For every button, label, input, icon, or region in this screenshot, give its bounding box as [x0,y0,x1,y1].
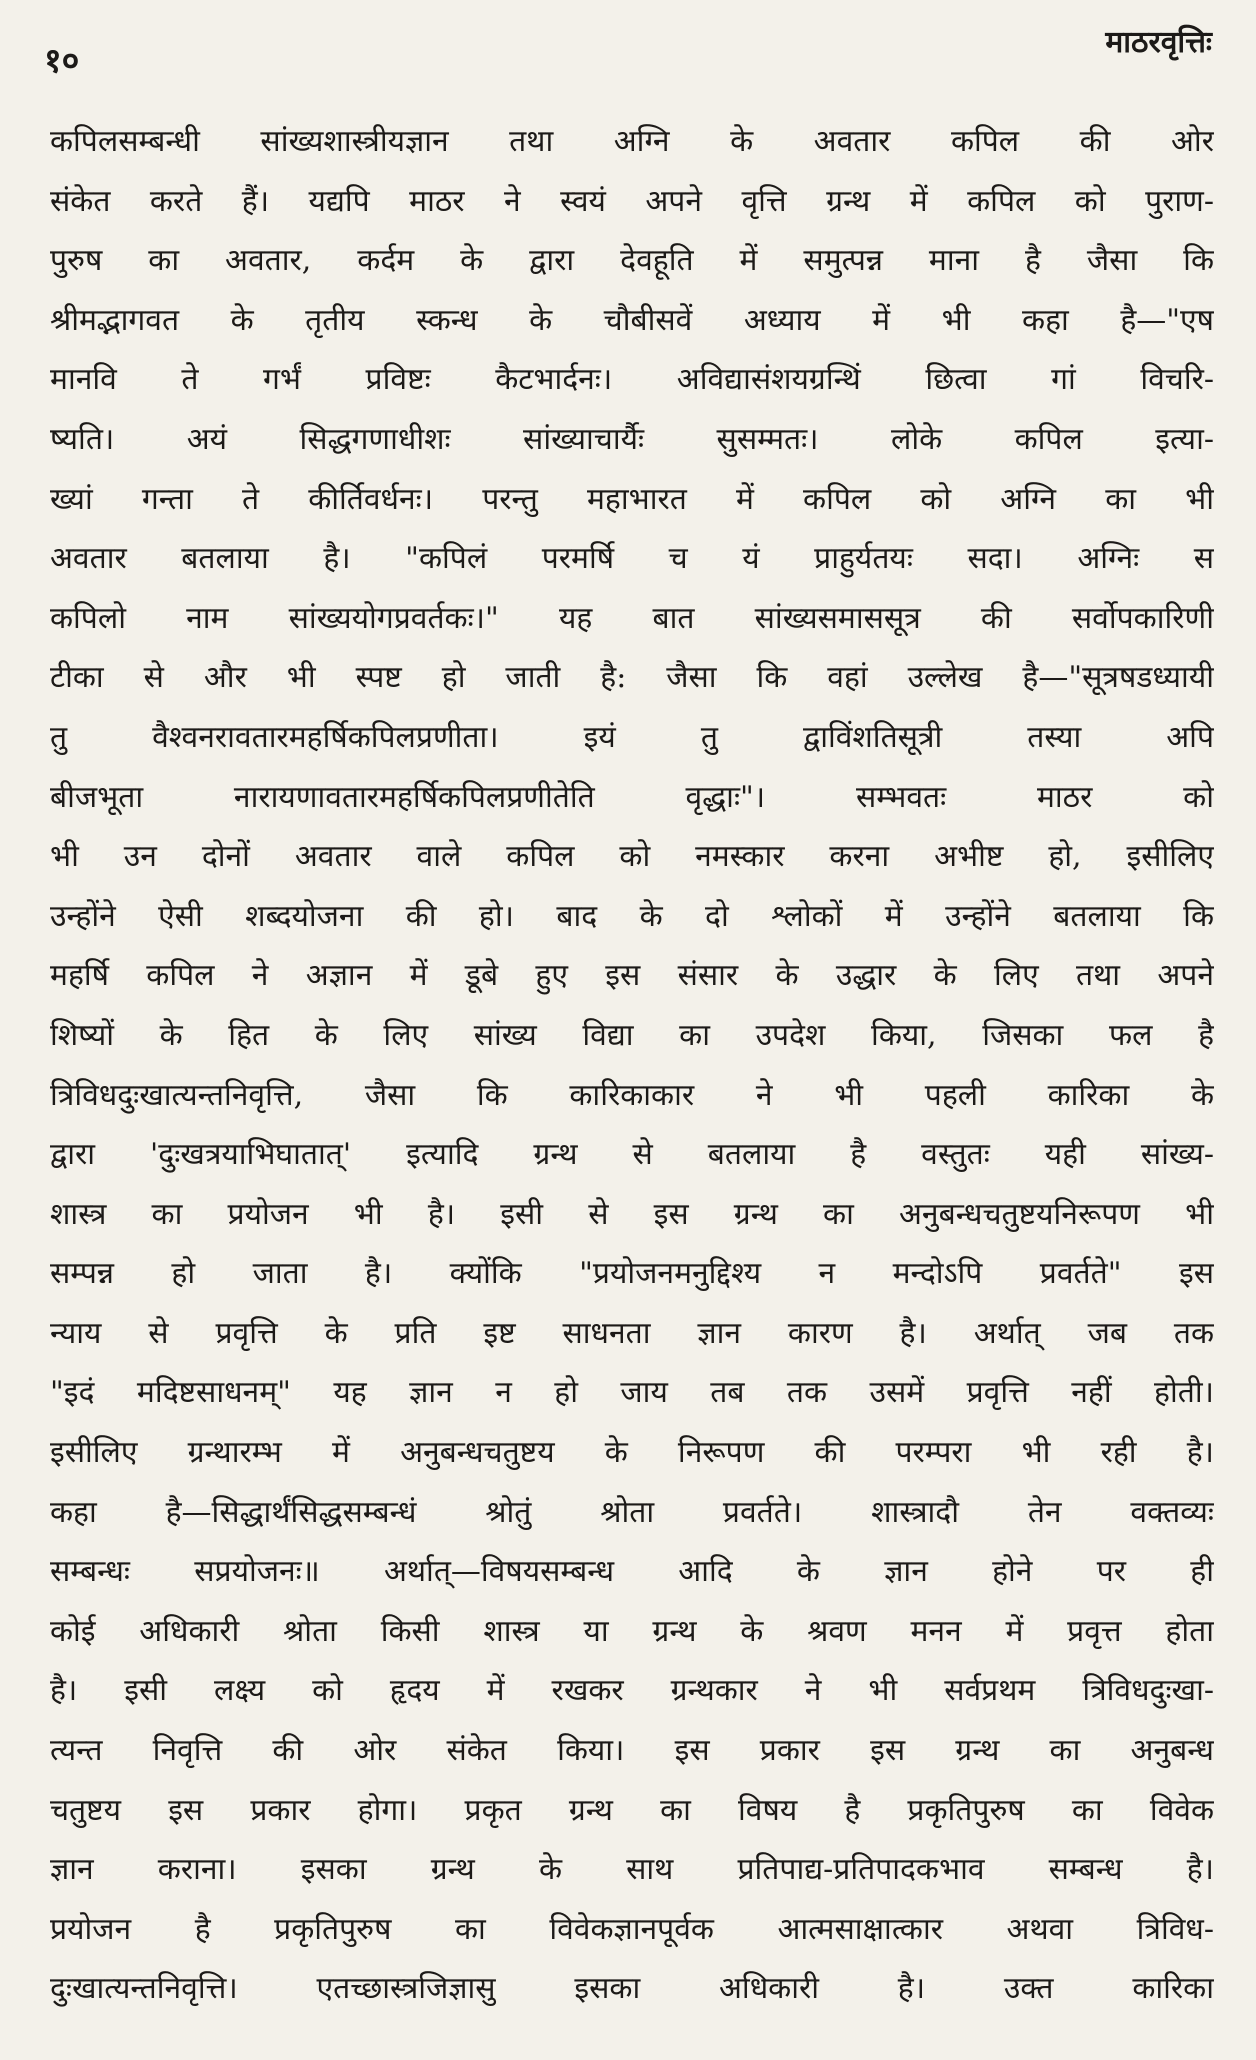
text-line: प्रयोजन है प्रकृतिपुरुष का विवेकज्ञानपूर्वक आत्मसाक्षात्कार अथवा त्रिविध- [50,1911,1214,1947]
text-line: बीजभूता नारायणावतारमहर्षिकपिलप्रणीतेति वृद्धाः"। सम्भवतः माठर को [50,779,1214,815]
text-line: कपिलो नाम सांख्ययोगप्रवर्तकः।" यह बात सांख्यसमाससूत्र की सर्वोपकारिणी [50,600,1214,636]
text-line: पुरुष का अवतार, कर्दम के द्वारा देवहूति में समुत्पन्न माना है जैसा कि [50,243,1214,279]
text-line: त्रिविधदुःखात्यन्तनिवृत्ति, जैसा कि कारिकाकार ने भी पहली कारिका के [50,1077,1214,1113]
text-line: ष्यति। अयं सिद्धगणाधीशः सांख्याचार्यैः सुसम्मतः। लोके कपिल इत्या- [50,421,1214,457]
text-line: "इदं मदिष्टसाधनम्" यह ज्ञान न हो जाय तब तक उसमें प्रवृत्ति नहीं होती। [50,1375,1214,1411]
text-line: ख्यां गन्ता ते कीर्तिवर्धनः। परन्तु महाभारत में कपिल को अग्नि का भी [50,481,1214,517]
page-header [44,14,1212,90]
text-line: दुःखात्यन्तनिवृत्ति। एतच्छास्त्रजिज्ञासु इसका अधिकारी है। उक्त कारिका [50,1971,1214,2007]
text-line: कपिलसम्बन्धी सांख्यशास्त्रीयज्ञान तथा अग्नि के अवतार कपिल की ओर [50,124,1214,159]
text-line: टीका से और भी स्पष्ट हो जाती है: जैसा कि वहां उल्लेख है—"सूत्रषडध्यायी [50,660,1214,696]
text-line: महर्षि कपिल ने अज्ञान में डूबे हुए इस संसार के उद्धार के लिए तथा अपने [50,958,1214,994]
text-line: कहा है—सिद्धार्थंसिद्धसम्बन्धं श्रोतुं श्रोता प्रवर्तते। शास्त्रादौ तेन वक्तव्यः [50,1494,1214,1530]
text-line: सम्पन्न हो जाता है। क्योंकि "प्रयोजनमनुद्दिश्य न मन्दोऽपि प्रवर्तते" इस [50,1256,1214,1292]
body-text [50,112,1214,2019]
text-line: द्वारा 'दुःखत्रयाभिघातात्' इत्यादि ग्रन्थ से बतलाया है वस्तुतः यही सांख्य- [50,1137,1214,1173]
text-line: संकेत करते हैं। यद्यपि माठर ने स्वयं अपने वृत्ति ग्रन्थ में कपिल को पुराण- [50,183,1214,219]
text-line: है। इसी लक्ष्य को हृदय में रखकर ग्रन्थकार ने भी सर्वप्रथम त्रिविधदुःखा- [50,1673,1214,1709]
text-line: शिष्यों के हित के लिए सांख्य विद्या का उपदेश किया, जिसका फल है [50,1017,1214,1053]
page-number: १० [44,41,80,81]
text-line: ज्ञान कराना। इसका ग्रन्थ के साथ प्रतिपाद्य-प्रतिपादकभाव सम्बन्ध है। [50,1852,1214,1888]
text-line: शास्त्र का प्रयोजन भी है। इसी से इस ग्रन्थ का अनुबन्धचतुष्टयनिरूपण भी [50,1196,1214,1232]
text-line: भी उन दोनों अवतार वाले कपिल को नमस्कार करना अभीष्ट हो, इसीलिए [50,839,1214,875]
text-line: सम्बन्धः सप्रयोजनः॥ अर्थात्—विषयसम्बन्ध आदि के ज्ञान होने पर ही [50,1554,1214,1590]
text-line: चतुष्टय इस प्रकार होगा। प्रकृत ग्रन्थ का विषय है प्रकृतिपुरुष का विवेक [50,1792,1214,1828]
text-line: मानवि ते गर्भं प्रविष्टः कैटभार्दनः। अविद्यासंशयग्रन्थिं छित्वा गां विचरि- [50,362,1214,398]
text-line: उन्होंने ऐसी शब्दयोजना की हो। बाद के दो श्लोकों में उन्होंने बतलाया कि [50,898,1214,934]
text-line: कोई अधिकारी श्रोता किसी शास्त्र या ग्रन्थ के श्रवण मनन में प्रवृत्त होता [50,1613,1214,1649]
text-line: श्रीमद्भागवत के तृतीय स्कन्ध के चौबीसवें अध्याय में भी कहा है—"एष [50,302,1214,338]
text-line: त्यन्त निवृत्ति की ओर संकेत किया। इस प्रकार इस ग्रन्थ का अनुबन्ध [50,1733,1214,1769]
text-line: अवतार बतलाया है। "कपिलं परमर्षि च यं प्राहुर्यतयः सदा। अग्निः स [50,541,1214,577]
text-line: तु वैश्वनरावतारमहर्षिकपिलप्रणीता। इयं तु द्वाविंशतिसूत्री तस्या अपि [50,719,1214,755]
text-line: न्याय से प्रवृत्ति के प्रति इष्ट साधनता ज्ञान कारण है। अर्थात् जब तक [50,1315,1214,1351]
running-head: माठरवृत्तिः [1105,25,1212,60]
text-line: इसीलिए ग्रन्थारम्भ में अनुबन्धचतुष्टय के निरूपण की परम्परा भी रही है। [50,1435,1214,1471]
